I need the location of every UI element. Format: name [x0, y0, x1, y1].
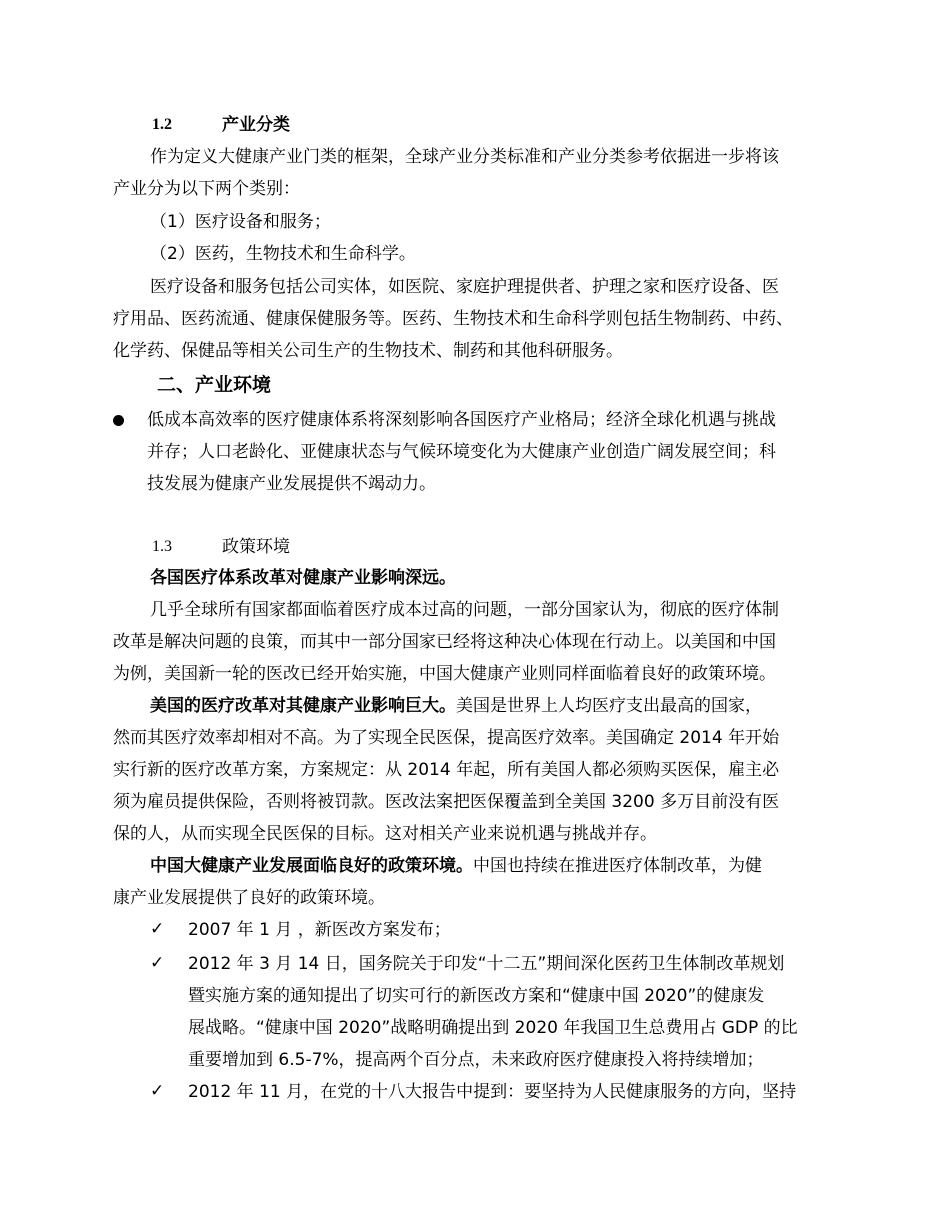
bold-lead: 中国大健康产业发展面临良好的政策环境。 [150, 856, 473, 876]
section-number: 1.3 [152, 538, 172, 555]
bullet-line: 并存；人口老龄化、亚健康状态与气候环境变化为大健康产业创造广阔发展空间；科 [147, 442, 776, 462]
bullet-line: 技发展为健康产业发展提供不竭动力。 [147, 474, 436, 494]
paragraph-line: 作为定义大健康产业门类的框架，全球产业分类标准和产业分类参考依据进一步将该 [150, 147, 779, 167]
checkmark-icon: ✓ [150, 919, 165, 939]
checklist-line: 暨实施方案的通知提出了切实可行的新医改方案和“健康中国 2020”的健康发 [188, 986, 765, 1006]
paragraph-line: 医疗设备和服务包括公司实体，如医院、家庭护理提供者、护理之家和医疗设备、医 [150, 277, 779, 297]
bullet-line: 低成本高效率的医疗健康体系将深刻影响各国医疗产业格局；经济全球化机遇与挑战 [147, 410, 776, 430]
line-text: 中国也持续在推进医疗体制改革，为健 [473, 856, 762, 876]
bold-lead: 美国的医疗改革对其健康产业影响巨大。 [150, 696, 456, 716]
checklist-line: 2012 年 3 月 14 日，国务院关于印发“十二五”期间深化医药卫生体制改革规划 [188, 954, 785, 974]
chapter-heading: 二、产业环境 [157, 374, 272, 396]
section-number: 1.2 [152, 116, 172, 133]
paragraph-line: 化学药、保健品等相关公司生产的生物技术、制药和其他科研服务。 [113, 341, 623, 361]
section-title: 政策环境 [222, 537, 290, 557]
checkmark-icon: ✓ [150, 953, 165, 973]
lead-sentence: 各国医疗体系改革对健康产业影响深远。 [150, 568, 456, 588]
paragraph-line: 康产业发展提供了良好的政策环境。 [113, 888, 385, 908]
category-item: （2）医药，生物技术和生命科学。 [150, 244, 416, 264]
paragraph-line: 保的人，从而实现全民医保的目标。这对相关产业来说机遇与挑战并存。 [113, 824, 657, 844]
category-item: （1）医疗设备和服务； [150, 212, 331, 232]
checklist-line: 2012 年 11 月，在党的十八大报告中提到：要坚持为人民健康服务的方向，坚持 [188, 1082, 797, 1102]
bullet-icon [113, 415, 124, 426]
paragraph-line: 几乎全球所有国家都面临着医疗成本过高的问题，一部分国家认为，彻底的医疗体制 [150, 600, 779, 620]
paragraph-line: 改革是解决问题的良策，而其中一部分国家已经将这种决心体现在行动上。以美国和中国 [113, 632, 776, 652]
paragraph-line: 产业分为以下两个类别： [113, 179, 300, 199]
checklist-line: 重要增加到 6.5-7%，提高两个百分点，未来政府医疗健康投入将持续增加； [188, 1050, 764, 1070]
paragraph-line [150, 854, 762, 878]
paragraph-line: 疗用品、医药流通、健康保健服务等。医药、生物技术和生命科学则包括生物制药、中药、 [113, 309, 793, 329]
checklist-line: 展战略。“健康中国 2020”战略明确提出到 2020 年我国卫生总费用占 GDP 的比 [188, 1018, 798, 1038]
section-title: 产业分类 [222, 115, 290, 135]
checklist-line: 2007 年 1 月 ，新医改方案发布； [188, 920, 451, 940]
paragraph-line: 须为雇员提供保险，否则将被罚款。医改法案把医保覆盖到全美国 3200 多万目前没有医 [113, 792, 780, 812]
paragraph-line: 实行新的医疗改革方案，方案规定：从 2014 年起，所有美国人都必须购买医保，雇主必 [113, 760, 780, 780]
checkmark-icon: ✓ [150, 1081, 165, 1101]
paragraph-line: 然而其医疗效率却相对不高。为了实现全民医保，提高医疗效率。美国确定 2014 年开始 [113, 728, 780, 748]
paragraph-line [150, 694, 762, 718]
paragraph-line: 为例，美国新一轮的医改已经开始实施，中国大健康产业则同样面临着良好的政策环境。 [113, 664, 776, 684]
line-text: 美国是世界上人均医疗支出最高的国家， [456, 696, 762, 716]
